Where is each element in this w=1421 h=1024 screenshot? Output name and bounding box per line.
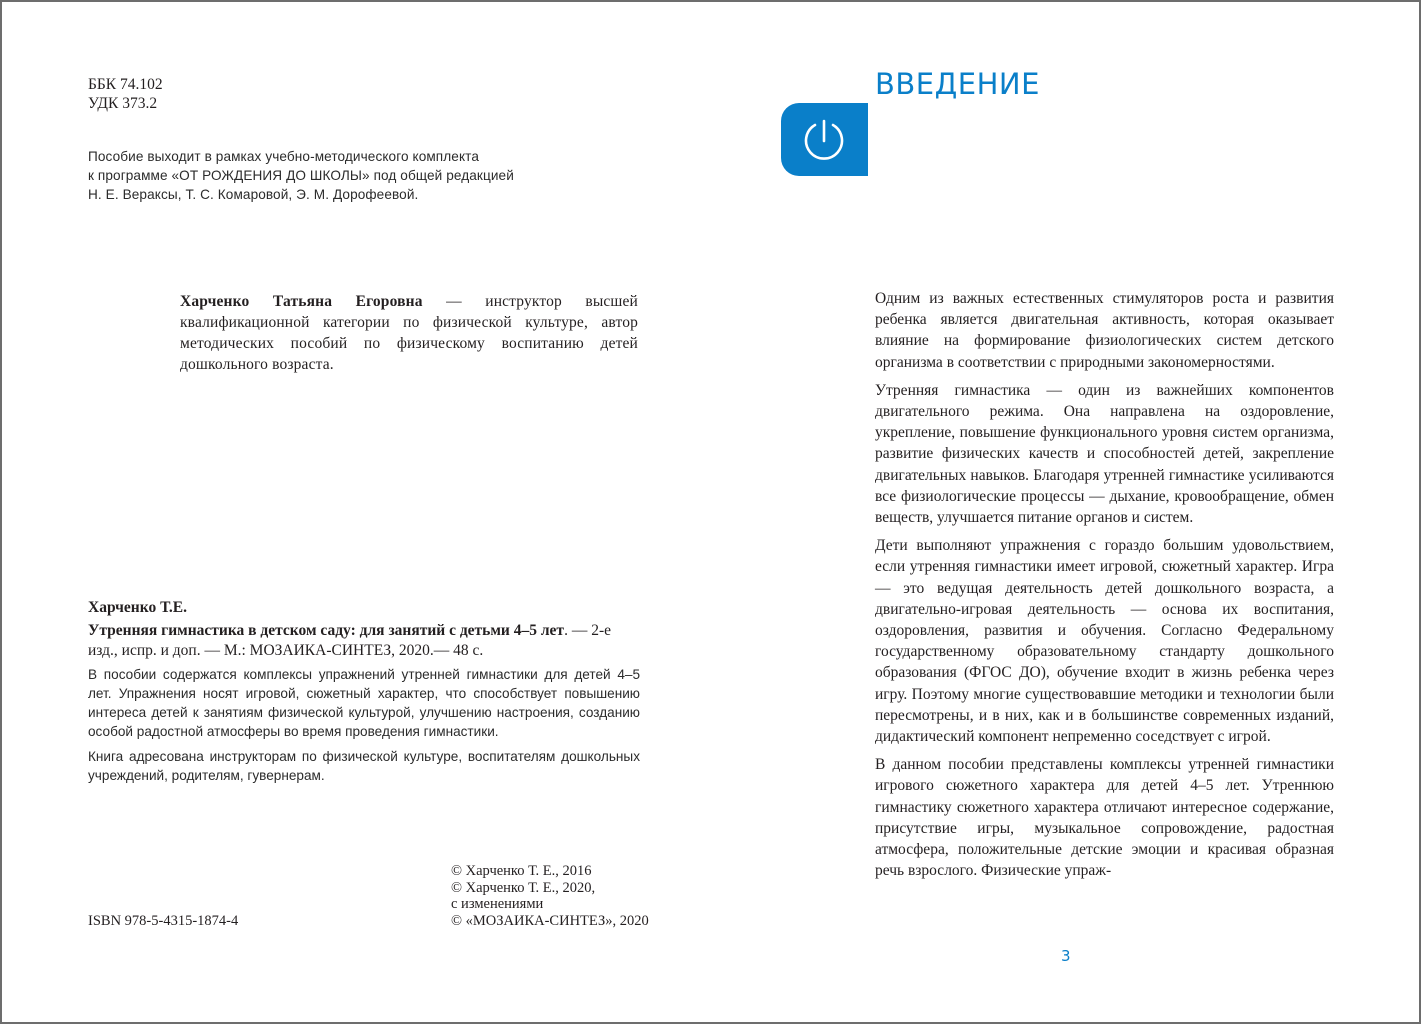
chapter-title: ВВЕДЕНИЕ	[875, 67, 1040, 101]
copyright-block	[451, 863, 649, 929]
author-name: Харченко Татьяна Егоровна	[180, 293, 423, 310]
chapter-body	[875, 288, 1334, 888]
body-paragraph: Одним из важных естественных стимуляторов роста и развития ребенка является двигательная активность, которая оказывает влияние на формирование физиологических систем детского организма в соответствии с природными закономерностями.	[875, 290, 1334, 371]
copyright-line: © Харченко Т. Е., 2020,	[451, 879, 596, 896]
author-bio-text: — инструктор высшей квалификационной категории по физической культуре, автор методических пособий по физическому воспитанию детей дошкольного возраста.	[180, 293, 638, 373]
annotation-paragraph: В пособии содержатся комплексы упражнений утренней гимнастики для детей 4–5 лет. Упражнения носят игровой, сюжетный характер, что способствует повышению интереса детей к занятиям физической культурой, улучшению настроения, созданию особой радостной атмосферы во время проведения гимнастики.	[88, 667, 640, 739]
power-icon	[800, 117, 848, 163]
bibliography-author: Харченко Т.Е.	[88, 599, 187, 616]
classification-codes	[88, 75, 163, 113]
annotation	[88, 665, 640, 791]
left-page	[0, 0, 708, 1024]
copyright-line: с изменениями	[451, 896, 544, 912]
series-note-line: к программе «ОТ РОЖДЕНИЯ ДО ШКОЛЫ» под общей редакцией	[88, 168, 514, 183]
bibliography-title: Утренняя гимнастика в детском саду: для занятий с детьми 4–5 лет	[88, 622, 565, 639]
body-paragraph: Утренняя гимнастика — один из важнейших компонентов двигательного режима. Она направлена на оздоровление, укрепление, повышение функционального уровня систем организма, развитие физических качеств и способностей детей, закрепление двигательных навыков. Благодаря утренней гимнастике усиливаются все физиологические процессы — дыхание, кровообращение, обмен веществ, улучшается питание органов и систем.	[875, 381, 1334, 527]
isbn: ISBN 978-5-4315-1874-4	[88, 913, 239, 929]
chapter-icon-block	[781, 103, 868, 176]
series-note-line: Пособие выходит в рамках учебно-методического комплекта	[88, 149, 479, 164]
series-note-line: Н. Е. Вераксы, Т. С. Комаровой, Э. М. Дорофеевой.	[88, 187, 419, 202]
series-note	[88, 147, 514, 204]
bbk-code: ББК 74.102	[88, 76, 163, 93]
bibliography-edition: . — 2-е изд., испр. и доп. — М.: МОЗАИКА-СИНТЕЗ, 2020.— 48 с.	[88, 622, 611, 659]
body-paragraph: Дети выполняют упражнения с гораздо большим удовольствием, если утренняя гимнастики имеет игровой, сюжетный характер. Игра — это ведущая деятельность детей дошкольного возраста, а двигательно-игровая деятельность — основа их воспитания, оздоровления, развития и обучения. Согласно Федеральному государственному образовательному стандарту дошкольного образования (ФГОС ДО), обучение входит в жизнь ребенка через игру. Поэтому многие существовавшие методики и технологии были пересмотрены, и в них, как и в большинстве современных изданий, дидактический компонент непременно соседствует с игрой.	[875, 537, 1334, 746]
body-paragraph: В данном пособии представлены комплексы утренней гимнастики игрового сюжетного характера для детей 4–5 лет. Утреннюю гимнастику сюжетного характера отличают интересное содержание, присутствие игры, музыкальное сопровождение, радостная атмосфера, положительные детские эмоции и красивая образная речь взрослого. Физические упраж-	[875, 756, 1334, 880]
copyright-line: © Харченко Т. Е., 2016	[451, 863, 592, 879]
udk-code: УДК 373.2	[88, 95, 158, 112]
annotation-paragraph: Книга адресована инструкторам по физической культуре, воспитателям дошкольных учреждений, родителям, гувернерам.	[88, 749, 640, 783]
author-bio	[180, 291, 638, 375]
page-number: 3	[1061, 947, 1071, 965]
bibliography-entry	[88, 621, 640, 661]
copyright-line: © «МОЗАИКА-СИНТЕЗ», 2020	[451, 912, 649, 929]
